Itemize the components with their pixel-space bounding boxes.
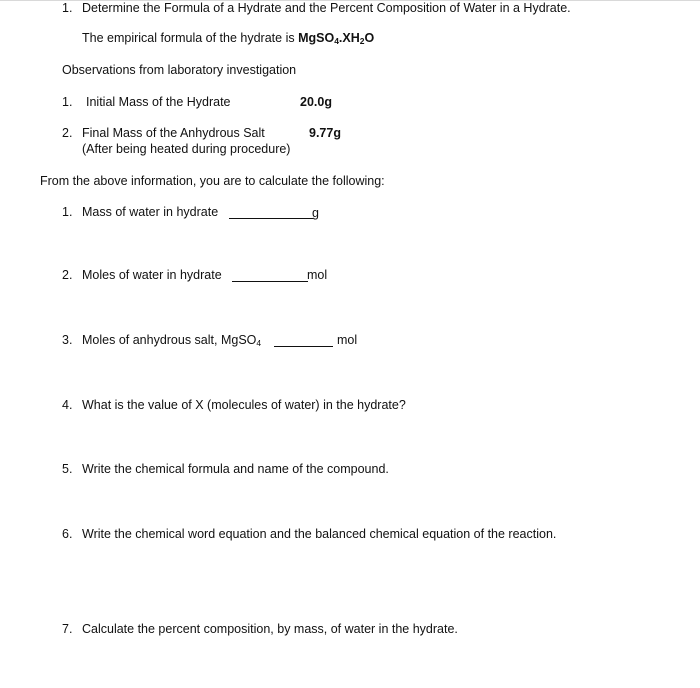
question-7-number: 7.: [62, 622, 73, 636]
formula-prefix: The empirical formula of the hydrate is: [82, 31, 299, 45]
question-4-number: 4.: [62, 398, 73, 412]
observation-1-value: 20.0g: [300, 95, 332, 109]
question-2-text: Moles of water in hydrate: [82, 268, 222, 282]
observation-1-number: 1.: [62, 95, 73, 109]
observation-2-label: Final Mass of the Anhydrous Salt: [82, 126, 265, 140]
header-title: Determine the Formula of a Hydrate and the Percent Composition of Water in a Hydrate.: [82, 1, 571, 15]
question-2-unit: mol: [307, 268, 328, 282]
observations-heading: Observations from laboratory investigation: [62, 63, 297, 77]
header-number: 1.: [62, 1, 73, 15]
question-2-answer-blank[interactable]: [232, 270, 308, 282]
calculation-heading: From the above information, you are to calculate the following:: [40, 174, 385, 188]
question-6-text: Write the chemical word equation and the balanced chemical equation of the reaction.: [82, 527, 557, 541]
observation-2-sublabel: (After being heated during procedure): [82, 142, 291, 156]
question-3-text: Moles of anhydrous salt, MgSO$_4$: [82, 333, 262, 348]
question-1-unit: g: [312, 206, 319, 220]
question-1-text: Mass of water in hydrate: [82, 205, 219, 219]
question-5-number: 5.: [62, 462, 73, 476]
question-1-answer-blank[interactable]: [229, 207, 313, 219]
question-3-answer-blank[interactable]: [274, 335, 333, 347]
question-5-text: Write the chemical formula and name of the compound.: [82, 462, 389, 476]
observation-2-number: 2.: [62, 126, 73, 140]
observation-1-label: Initial Mass of the Hydrate: [86, 95, 231, 109]
question-3-number: 3.: [62, 333, 73, 347]
observation-2-value: 9.77g: [309, 126, 341, 140]
hydrate-formula: $MgSO_4.XH_2O$: [298, 31, 375, 46]
question-1-number: 1.: [62, 205, 73, 219]
formula-line: [82, 31, 374, 46]
question-6-number: 6.: [62, 527, 73, 541]
question-7-text: Calculate the percent composition, by mass, of water in the hydrate.: [82, 622, 458, 636]
question-3-unit: mol: [337, 333, 358, 347]
question-2-number: 2.: [62, 268, 73, 282]
question-4-text: What is the value of X (molecules of water) in the hydrate?: [82, 398, 406, 412]
